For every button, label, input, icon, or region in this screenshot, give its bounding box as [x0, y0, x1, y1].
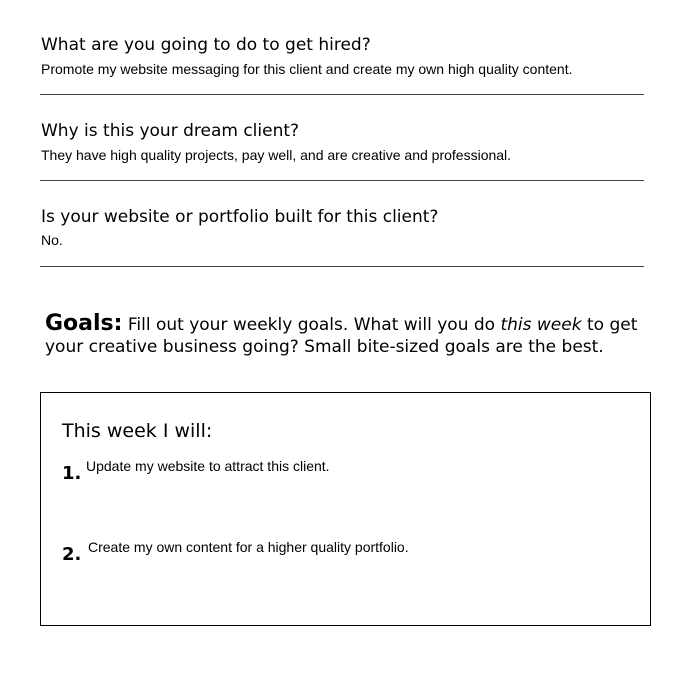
answer-divider: [40, 180, 644, 181]
goal-item-1: Update my website to attract this client.: [86, 458, 330, 474]
goals-text-before: Fill out your weekly goals. What will you do: [122, 315, 501, 335]
goals-text-after: to get your creative business going? Small bite-sized goals are the best.: [45, 315, 638, 357]
answer-divider: [40, 266, 644, 267]
goals-label: Goals:: [45, 311, 123, 336]
goals-paragraph: [45, 313, 655, 358]
question-text: What are you going to do to get hired?: [41, 35, 371, 55]
answer-text: They have high quality projects, pay well, and are creative and professional.: [41, 147, 512, 163]
question-text: Why is this your dream client?: [41, 121, 300, 141]
goal-number-1: 1.: [62, 463, 82, 484]
question-text: Is your website or portfolio built for this client?: [41, 207, 439, 227]
answer-text: Promote my website messaging for this client and create my own high quality content.: [41, 61, 573, 77]
answer-divider: [40, 94, 644, 95]
weekly-goals-box: [40, 392, 651, 626]
goal-number-2: 2.: [62, 544, 82, 565]
goals-emphasis: this week: [500, 315, 582, 335]
answer-text: No.: [41, 232, 63, 248]
weekly-goals-title: This week I will:: [62, 420, 213, 442]
goal-item-2: Create my own content for a higher quality portfolio.: [88, 539, 409, 555]
